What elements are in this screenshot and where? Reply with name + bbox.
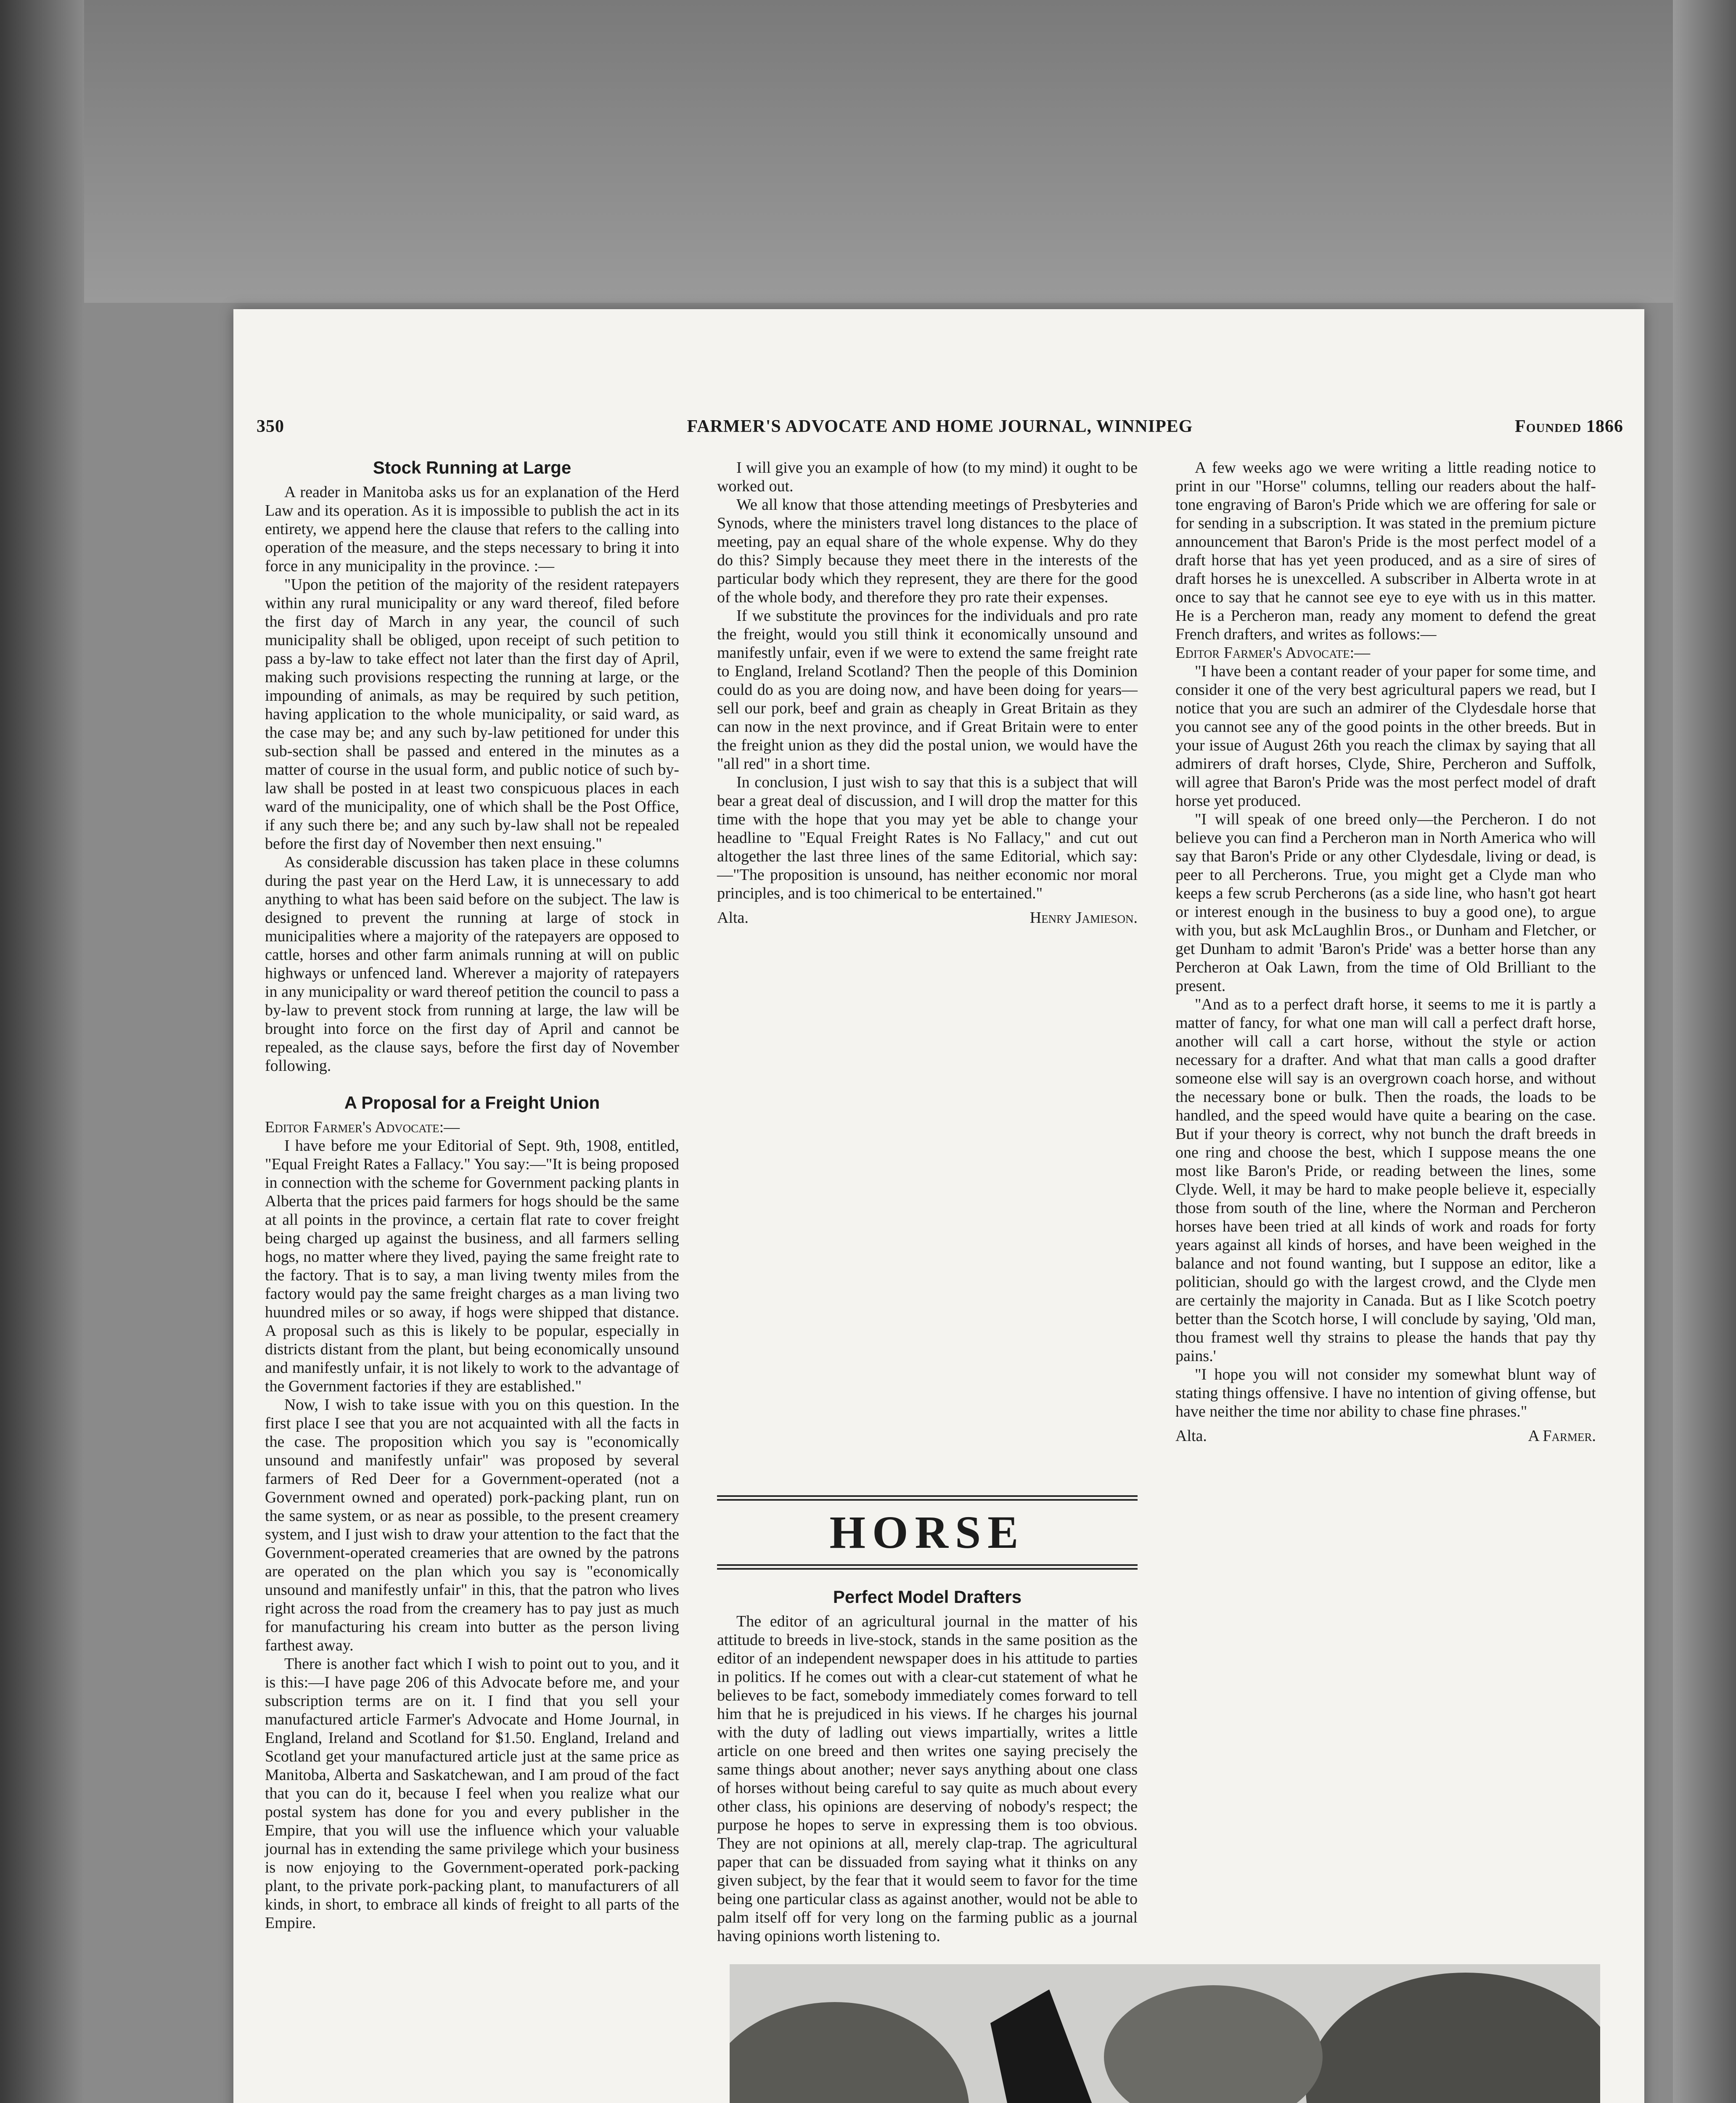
horse-photo-illustration <box>730 1964 1600 2103</box>
paragraph: If we substitute the provinces for the individuals and pro rate the freight, would you still think it economically unsound and manifestly unfair, even if we were to extend the same freight rate to England, Ireland Scotland? Then the people of this Dominion could do as you are doing now, and have been doing for years—sell our pork, beef and grain as cheaply in Great Britain as they can now in the next province, and if Great Britain were to enter the freight union as they did the postal union, we would have the "all red" in a short time. <box>717 607 1138 773</box>
column-3 <box>1175 458 1596 1445</box>
signature-line <box>1175 1427 1596 1445</box>
column-2 <box>717 458 1138 927</box>
paragraph: "I will speak of one breed only—the Percheron. I do not believe you can find a Percheron man in North America who will say that Baron's Pride or any other Clydesdale, living or dead, is peer to all Percherons. True, you might get a Clyde man who keeps a few scrub Percherons (as a side line, who hasn't got heart or interest enough in the business to buy a good one), to argue with you, but ask McLaughlin Bros., or Dunham and Fletcher, or get Dunham to admit 'Baron's Pride' was a better horse than any Percheron at Oak Lawn, from the time of Old Brilliant to the present. <box>1175 810 1596 995</box>
section-title: HORSE <box>829 1507 1025 1558</box>
place: Alta. <box>717 909 749 927</box>
scan-background-top <box>0 0 1736 303</box>
paragraph: In conclusion, I just wish to say that this is a subject that will bear a great deal of discussion, and I will drop the matter for this time with the hope that you may yet be able to change your headline to "Equal Freight Rates is No Fallacy," and cut out altogether the last three lines of the same Editorial, which say:—"The proposition is unsound, has neither economic nor moral principles, and is too chimerical to be entertained." <box>717 773 1138 902</box>
salutation: Editor Farmer's Advocate:— <box>1175 644 1371 662</box>
signature-line <box>717 908 1138 927</box>
paragraph: Now, I wish to take issue with you on this question. In the first place I see that you are not acquainted with all the facts in the case. The proposition which you say is "economically unsound and manifestly unfair" was proposed by several farmers of Red Deer for a Government-operated (not a Government owned and operated) pork-packing plant, run on the same system, or as near as possible, to the present creamery system, and I just wish to draw your attention to the fact that the Government-operated creameries that are owned by the patrons are operated on the plan which you say is "economically unsound and manifestly unfair" in this, that the patron who lives right across the road from the creamery has to pay just as much for manufacturing his cream into butter as the person living farthest away. <box>265 1396 679 1654</box>
column-1 <box>265 458 679 1932</box>
page-number: 350 <box>257 417 284 436</box>
column-2-lower <box>717 1588 1138 1945</box>
scan-shadow-left <box>0 0 84 2103</box>
paragraph: A few weeks ago we were writing a little reading notice to print in our "Horse" columns, telling our readers about the half-tone engraving of Baron's Pride which we are offering for sale or for sending in a subscription. It was stated in the premium picture announcement that Baron's Pride is the most perfect model of a draft horse that has yet yeen produced, and as a sire of sires of draft horses he is unexcelled. A subscriber in Alberta wrote in at once to say that he cannot see eye to eye with us in this matter. He is a Percheron man, ready any moment to defend the great French drafters, and writes as follows:— <box>1175 459 1596 643</box>
paragraph: The editor of an agricultural journal in the matter of his attitude to breeds in live-stock, stands in the same position as the editor of an independent newspaper does in his attitude to parties in politics. If he comes out with a clear-cut statement of what he believes to be fact, somebody immediately comes forward to tell him that he is prejudiced in his views. If he charges his journal with the duty of ladling out views impartially, writes a little article on one breed and then writes one saying precisely the same things about another; never says anything about one class of horses without being careful to say quite as much about every other class, his opinions are deserving of nobody's respect; the purpose he hopes to serve in expressing them is too obvious. They are not opinions at all, merely clap-trap. The agricultural paper that can be dissuaded from saying what it thinks on any given subject, by the fear that it would seem to favor for the time being one particular class as against another, would not be able to palm itself off for very long on the farming public as a journal having opinions worth listening to. <box>717 1613 1138 1945</box>
signature: Henry Jamieson. <box>1029 909 1138 927</box>
signature: A Farmer. <box>1528 1427 1596 1445</box>
paragraph: We all know that those attending meetings of Presbyteries and Synods, where the ministers travel long distances to the place of meeting, pay an equal share of the whole expense. Why do they do this? Simply because they meet there in the interests of the particular body which they represent, they are there for the good of the whole body, and therefore they pro rate their expenses. <box>717 496 1138 606</box>
paragraph: "I hope you will not consider my somewhat blunt way of stating things offensive. I have no intention of giving offense, but have neither the time nor ability to chase fine phrases." <box>1175 1366 1596 1420</box>
paragraph: A reader in Manitoba asks us for an explanation of the Herd Law and its operation. As it is impossible to publish the act in its entirety, we append here the clause that refers to the calling into operation of the measure, and the steps necessary to bring it into force in any municipality in the province. :— <box>265 483 679 575</box>
page-header <box>257 416 1623 450</box>
founded-note: Founded 1866 <box>1515 417 1623 436</box>
paragraph: "Upon the petition of the majority of the resident ratepayers within any rural municipality or any ward thereof, filed before the first day of March in any year, the council of such municipality shall be obliged, upon receipt of such petition to pass a by-law to take effect not later than the first day of April, making such provisions respecting the running at large, or the impounding of animals, as may be required by such petition, having application to the whole municipality, or said ward, as the case may be; and any such by-law petitioned for under this sub-section shall be passed and entered in the minutes as a matter of course in the usual form, and public notice of such by-law shall be posted in at least two conspicuous places in each ward of the municipality, one of which shall be the Post Office, if any such there be; and any such by-law shall not be repealed before the first day of November then next ensuing." <box>265 576 679 853</box>
place: Alta. <box>1175 1427 1207 1445</box>
paragraph: "I have been a contant reader of your paper for some time, and consider it one of the very best agricultural papers we read, but I notice that you are such an admirer of the Clydesdale horse that you cannot see any of the good points in the other breeds. But in your issue of August 26th you reach the climax by saying that all admirers of draft horses, Clyde, Shire, Percheron and Suffolk, will agree that Baron's Pride was the most perfect model of draft horse yet produced. <box>1175 662 1596 810</box>
freight-heading: A Proposal for a Freight Union <box>344 1093 600 1112</box>
horse-photograph <box>730 1964 1600 2103</box>
drafters-heading: Perfect Model Drafters <box>833 1587 1022 1607</box>
scan-shadow-right <box>1673 0 1736 2103</box>
paragraph: "And as to a perfect draft horse, it seems to me it is partly a matter of fancy, for what one man will call a perfect draft horse, another will call a cart horse, without the style or action necessary for a drafter. And what that man calls a good drafter someone else will say is an overgrown coach horse, and without the necessary bone or bulk. Then the roads, the loads to be handled, and the speed would have quite a bearing on the case. But if your theory is correct, why not bunch the draft breeds in one ring and choose the best, which I suppose means the one most like Baron's Pride, or reading between the lines, some Clyde. Well, it may be hard to make people believe it, especially those from south of the line, where the Norman and Percheron horses have been tried at all kinds of work and roads for forty years against all kinds of horses, and have been weighed in the balance and not found wanting, but I suppose an editor, like a politician, should go with the largest crowd, and the Clyde men are certainly the majority in Canada. But as I like Scotch poetry better than the Scotch horse, I will conclude by saying, 'Old man, thou framest well thy strains to please the hands that pay thy pains.' <box>1175 996 1596 1365</box>
salutation: Editor Farmer's Advocate:— <box>265 1118 460 1136</box>
stock-heading: Stock Running at Large <box>373 458 572 477</box>
paragraph: There is another fact which I wish to point out to you, and it is this:—I have page 206 of this Advocate before me, and your subscription terms are on it. I find that you sell your manufactured article Farmer's Advocate and Home Journal, in England, Ireland and Scotland for $1.50. England, Ireland and Scotland get your manufactured article just at the same price as Manitoba, Alberta and Saskatchewan, and I am proud of the fact that you can do it, because I feel when you realize what our postal system has done for you and every publisher in the Empire, that you will use the influence which your valuable journal has in extending the same privilege which your business is now enjoying to the Government-operated pork-packing plant, to the private pork-packing plant, to manufacturers of all kinds, in short, to embrace all kinds of freight to all parts of the Empire. <box>265 1655 679 1932</box>
paragraph: I have before me your Editorial of Sept. 9th, 1908, entitled, "Equal Freight Rates a Fallacy." You say:—"It is being proposed in connection with the scheme for Government packing plants in Alberta that the prices paid farmers for hogs should be the same at all points in the province, a certain flat rate to cover freight being charged up against the business, and all farmers selling hogs, no matter where they lived, paying the same freight rate to the factory. That is to say, a man living twenty miles from the factory would pay the same freight charges as a man living two huundred miles or so away, if hogs were shipped that distance. A proposal such as this is likely to be popular, especially in districts distant from the plant, but being economically unsound and manifestly unfair, it is not likely to work to the advantage of the Government factories if they are established." <box>265 1137 679 1395</box>
masthead-title: FARMER'S ADVOCATE AND HOME JOURNAL, WINNIPEG <box>687 417 1193 436</box>
paragraph: As considerable discussion has taken place in these columns during the past year on the Herd Law, it is unnecessary to add anything to what has been said before on the subject. The law is designed to prevent the running at large of stock in municipalities where a majority of the ratepayers are opposed to cattle, horses and other farm animals running at will on public highways or unfenced land. Wherever a majority of ratepayers in any municipality or ward thereof petition the council to pass a by-law to prevent stock from running at large, the law will be brought into force on the first day of April and cannot be repealed, as the clause says, before the first day of November following. <box>265 853 679 1075</box>
horse-section-banner <box>717 1493 1138 1572</box>
newspaper-page <box>233 309 1644 2103</box>
paragraph: I will give you an example of how (to my mind) it ought to be worked out. <box>717 459 1138 495</box>
